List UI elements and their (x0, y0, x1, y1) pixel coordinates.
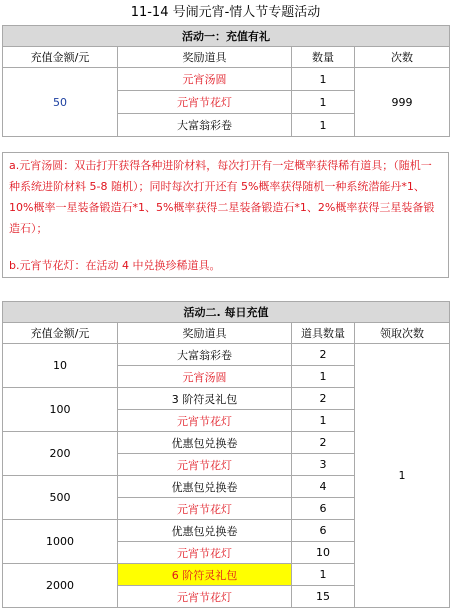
reward-qty: 1 (292, 366, 355, 388)
amount-cell: 2000 (3, 564, 118, 608)
activity-two-title: 活动二. 每日充值 (3, 302, 450, 323)
reward-qty: 4 (292, 476, 355, 498)
reward-qty: 1 (292, 91, 355, 114)
header-claim-times: 领取次数 (355, 323, 450, 344)
page-title: 11-14 号闹元宵-情人节专题活动 (130, 5, 321, 20)
note-a: a.元宵汤圆：双击打开获得各种进阶材料，每次打开有一定概率获得稀有道具；（随机一种系统进阶材料 5-8 随机）；同时每次打开还有 5%概率获得随机一种系统潜能丹*1、10%概率一星装备锻造石*1、5%概率获得二星装备锻造石*1、2%概率获得三星装备锻造石）； (9, 159, 435, 235)
activity-one-table (2, 25, 450, 137)
reward-qty: 3 (292, 454, 355, 476)
note-b: b.元宵节花灯：在活动 4 中兑换珍稀道具。 (9, 259, 221, 272)
reward-item: 元宵节花灯 (118, 498, 292, 520)
reward-qty: 1 (292, 68, 355, 91)
header-times: 次数 (355, 47, 450, 68)
reward-qty: 2 (292, 344, 355, 366)
reward-qty: 10 (292, 542, 355, 564)
amount-cell: 100 (3, 388, 118, 432)
reward-item: 元宵汤圆 (118, 68, 292, 91)
reward-qty: 15 (292, 586, 355, 608)
reward-qty: 6 (292, 498, 355, 520)
amount-cell: 500 (3, 476, 118, 520)
reward-item: 元宵节花灯 (118, 542, 292, 564)
reward-qty: 1 (292, 410, 355, 432)
header-quantity: 数量 (292, 47, 355, 68)
reward-qty: 1 (292, 564, 355, 586)
amount-cell: 1000 (3, 520, 118, 564)
reward-qty: 6 (292, 520, 355, 542)
activity-two-table (2, 301, 450, 608)
reward-item: 优惠包兑换卷 (118, 476, 292, 498)
header-reward: 奖励道具 (118, 47, 292, 68)
times-cell: 999 (355, 68, 450, 137)
reward-item: 3 阶符灵礼包 (118, 388, 292, 410)
header-quantity: 道具数量 (292, 323, 355, 344)
header-amount: 充值金额/元 (3, 323, 118, 344)
reward-item: 元宵节花灯 (118, 410, 292, 432)
amount-cell: 10 (3, 344, 118, 388)
reward-item-highlighted: 6 阶符灵礼包 (118, 564, 292, 586)
reward-item: 大富翁彩卷 (118, 344, 292, 366)
reward-item: 元宵节花灯 (118, 454, 292, 476)
reward-item: 大富翁彩卷 (118, 114, 292, 137)
reward-item: 元宵汤圆 (118, 366, 292, 388)
reward-item: 优惠包兑换卷 (118, 520, 292, 542)
reward-item: 元宵节花灯 (118, 91, 292, 114)
item-notes (2, 152, 449, 278)
reward-item: 元宵节花灯 (118, 586, 292, 608)
activity-one-title: 活动一：充值有礼 (3, 26, 450, 47)
header-reward: 奖励道具 (118, 323, 292, 344)
reward-qty: 2 (292, 388, 355, 410)
reward-qty: 2 (292, 432, 355, 454)
reward-item: 优惠包兑换卷 (118, 432, 292, 454)
claim-times-cell: 1 (355, 344, 450, 608)
amount-cell: 50 (3, 68, 118, 137)
reward-qty: 1 (292, 114, 355, 137)
header-amount: 充值金额/元 (3, 47, 118, 68)
amount-cell: 200 (3, 432, 118, 476)
